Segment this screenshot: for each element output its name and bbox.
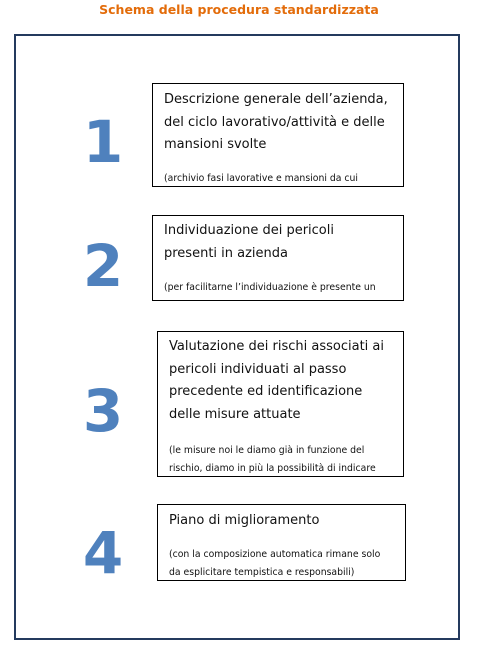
step-1-box [152, 83, 404, 187]
step-4-box [157, 504, 406, 581]
step-3-box [157, 331, 404, 477]
step-3-text: Valutazione dei rischi associati ai pericoli individuati al passo precedente ed identificazione delle misure attuate [169, 339, 384, 422]
page-title: Schema della procedura standardizzata [99, 2, 379, 17]
step-2-text: Individuazione dei pericoli presenti in azienda [164, 223, 334, 261]
step-1-text: Descrizione generale dell’azienda, del ciclo lavorativo/attività e delle mansioni svolte [164, 92, 388, 152]
step-4-note: (con la composizione automatica rimane solo da esplicitare tempistica e responsabili) [169, 549, 381, 578]
step-1-note: (archivio fasi lavorative e mansioni da cui [164, 173, 359, 184]
step-3-number: 3 [82, 377, 124, 445]
step-2-number: 2 [82, 232, 124, 300]
step-3-note: (le misure noi le diamo già in funzione del rischio, diamo in più la possibilità di indicare [169, 445, 376, 474]
step-4-text: Piano di miglioramento [169, 513, 320, 528]
step-2-box [152, 215, 404, 301]
step-1-number: 1 [82, 108, 124, 176]
step-4-number: 4 [82, 519, 124, 587]
step-2-note: (per facilitarne l’individuazione è presente un [164, 282, 376, 293]
